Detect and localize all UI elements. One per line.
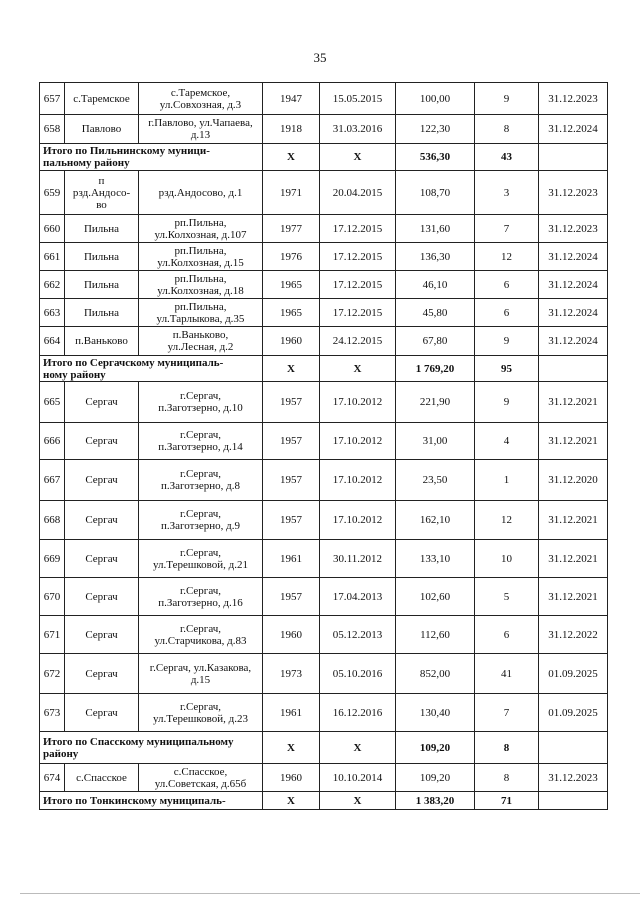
count-cell: 71 [475,792,539,810]
area-cell: 130,40 [396,694,475,732]
settlement-cell: Пильна [65,299,139,327]
count-cell: 41 [475,654,539,694]
settlement-cell: Сергач [65,382,139,423]
table-row [40,327,608,356]
table-row [40,578,608,616]
address-cell: г.Сергач, п.Заготзерно, д.16 [139,578,263,616]
row-number: 674 [40,764,65,792]
year-cell: 1957 [263,423,320,460]
row-number: 665 [40,382,65,423]
total-label: Итого по Сергачскому муниципаль- ному району [40,356,263,382]
deadline-cell: 31.12.2023 [539,764,608,792]
area-cell: 31,00 [396,423,475,460]
date-cell: 17.10.2012 [320,501,396,540]
table-row [40,540,608,578]
area-cell: 852,00 [396,654,475,694]
address-cell: г.Павлово, ул.Чапаева, д.13 [139,115,263,144]
area-cell: 102,60 [396,578,475,616]
count-cell: 9 [475,382,539,423]
settlement-cell: Сергач [65,460,139,501]
settlement-cell: п.Ваньково [65,327,139,356]
address-cell: г.Сергач, п.Заготзерно, д.10 [139,382,263,423]
total-label: Итого по Спасскому муниципальному району [40,732,263,764]
table-row [40,694,608,732]
year-cell: 1957 [263,501,320,540]
district-total-row [40,792,608,810]
date-cell: 17.12.2015 [320,271,396,299]
row-number: 667 [40,460,65,501]
area-cell: 112,60 [396,616,475,654]
count-cell: 9 [475,83,539,115]
year-cell: 1957 [263,578,320,616]
year-cell: 1976 [263,243,320,271]
address-cell: рп.Пильна, ул.Колхозная, д.107 [139,215,263,243]
row-number: 662 [40,271,65,299]
year-cell: 1960 [263,327,320,356]
date-cell: 17.12.2015 [320,299,396,327]
row-number: 668 [40,501,65,540]
address-cell: г.Сергач, ул.Казакова, д.15 [139,654,263,694]
deadline-cell: 31.12.2024 [539,271,608,299]
deadline-cell: 31.12.2024 [539,327,608,356]
area-cell: 133,10 [396,540,475,578]
table-row [40,171,608,215]
settlement-cell: Сергач [65,694,139,732]
address-cell: г.Сергач, ул.Старчикова, д.83 [139,616,263,654]
settlement-cell: с.Таремское [65,83,139,115]
housing-register-table [39,82,608,810]
date-cell: 17.10.2012 [320,460,396,501]
count-cell: 4 [475,423,539,460]
date-cell: 05.12.2013 [320,616,396,654]
area-cell: 221,90 [396,382,475,423]
address-cell: г.Сергач, п.Заготзерно, д.8 [139,460,263,501]
deadline-cell [539,732,608,764]
year-cell: 1960 [263,764,320,792]
address-cell: рзд.Андосово, д.1 [139,171,263,215]
settlement-cell: Павлово [65,115,139,144]
deadline-cell [539,144,608,171]
address-cell: рп.Пильна, ул.Колхозная, д.15 [139,243,263,271]
total-label: Итого по Пильнинскому муници- пальному району [40,144,263,171]
deadline-cell: 31.12.2023 [539,83,608,115]
area-cell: 23,50 [396,460,475,501]
date-cell: X [320,732,396,764]
year-cell: 1957 [263,460,320,501]
row-number: 659 [40,171,65,215]
deadline-cell: 31.12.2021 [539,578,608,616]
date-cell: 17.10.2012 [320,382,396,423]
row-number: 670 [40,578,65,616]
table-row [40,83,608,115]
row-number: 661 [40,243,65,271]
table-row [40,423,608,460]
date-cell: 17.12.2015 [320,215,396,243]
deadline-cell: 01.09.2025 [539,694,608,732]
area-cell: 136,30 [396,243,475,271]
count-cell: 5 [475,578,539,616]
area-cell: 109,20 [396,764,475,792]
area-cell: 100,00 [396,83,475,115]
year-cell: 1961 [263,694,320,732]
date-cell: 05.10.2016 [320,654,396,694]
row-number: 660 [40,215,65,243]
row-number: 672 [40,654,65,694]
row-number: 657 [40,83,65,115]
count-cell: 10 [475,540,539,578]
count-cell: 3 [475,171,539,215]
address-cell: г.Сергач, п.Заготзерно, д.9 [139,501,263,540]
count-cell: 7 [475,694,539,732]
year-cell: 1977 [263,215,320,243]
deadline-cell: 31.12.2021 [539,423,608,460]
deadline-cell: 31.12.2024 [539,243,608,271]
settlement-cell: Пильна [65,243,139,271]
table-row [40,243,608,271]
district-total-row [40,356,608,382]
total-label: Итого по Тонкинскому муниципаль- [40,792,263,810]
count-cell: 9 [475,327,539,356]
deadline-cell: 31.12.2023 [539,215,608,243]
deadline-cell: 31.12.2023 [539,171,608,215]
settlement-cell: п рзд.Андосо- во [65,171,139,215]
table-row [40,501,608,540]
year-cell: 1947 [263,83,320,115]
address-cell: г.Сергач, ул.Терешковой, д.21 [139,540,263,578]
count-cell: 6 [475,299,539,327]
address-cell: г.Сергач, ул.Терешковой, д.23 [139,694,263,732]
row-number: 666 [40,423,65,460]
settlement-cell: Сергач [65,578,139,616]
page-number: 35 [313,50,327,65]
area-cell: 131,60 [396,215,475,243]
address-cell: рп.Пильна, ул.Колхозная, д.18 [139,271,263,299]
date-cell: 10.10.2014 [320,764,396,792]
area-cell: 536,30 [396,144,475,171]
date-cell: X [320,144,396,171]
deadline-cell [539,356,608,382]
deadline-cell: 31.12.2021 [539,382,608,423]
count-cell: 8 [475,764,539,792]
deadline-cell: 31.12.2021 [539,540,608,578]
year-cell: 1957 [263,382,320,423]
district-total-row [40,144,608,171]
year-cell: 1965 [263,299,320,327]
settlement-cell: Пильна [65,271,139,299]
settlement-cell: Сергач [65,501,139,540]
year-cell: X [263,144,320,171]
date-cell: 31.03.2016 [320,115,396,144]
address-cell: с.Таремское, ул.Совхозная, д.3 [139,83,263,115]
settlement-cell: с.Спасское [65,764,139,792]
deadline-cell: 31.12.2022 [539,616,608,654]
settlement-cell: Сергач [65,423,139,460]
row-number: 663 [40,299,65,327]
area-cell: 67,80 [396,327,475,356]
deadline-cell: 31.12.2020 [539,460,608,501]
area-cell: 108,70 [396,171,475,215]
count-cell: 95 [475,356,539,382]
settlement-cell: Пильна [65,215,139,243]
date-cell: 16.12.2016 [320,694,396,732]
year-cell: 1973 [263,654,320,694]
date-cell: 30.11.2012 [320,540,396,578]
table-row [40,764,608,792]
date-cell: 17.12.2015 [320,243,396,271]
count-cell: 8 [475,115,539,144]
district-total-row [40,732,608,764]
date-cell: 17.10.2012 [320,423,396,460]
deadline-cell: 01.09.2025 [539,654,608,694]
table-row [40,654,608,694]
table-row [40,616,608,654]
row-number: 673 [40,694,65,732]
table-row [40,215,608,243]
year-cell: 1918 [263,115,320,144]
table-row [40,271,608,299]
year-cell: X [263,732,320,764]
count-cell: 12 [475,243,539,271]
table-row [40,115,608,144]
address-cell: с.Спасское, ул.Советская, д.65б [139,764,263,792]
settlement-cell: Сергач [65,654,139,694]
table-row [40,299,608,327]
area-cell: 162,10 [396,501,475,540]
deadline-cell: 31.12.2024 [539,115,608,144]
date-cell: 24.12.2015 [320,327,396,356]
deadline-cell [539,792,608,810]
address-cell: п.Ваньково, ул.Лесная, д.2 [139,327,263,356]
count-cell: 7 [475,215,539,243]
area-cell: 122,30 [396,115,475,144]
deadline-cell: 31.12.2021 [539,501,608,540]
count-cell: 12 [475,501,539,540]
date-cell: 20.04.2015 [320,171,396,215]
year-cell: 1961 [263,540,320,578]
count-cell: 43 [475,144,539,171]
deadline-cell: 31.12.2024 [539,299,608,327]
count-cell: 8 [475,732,539,764]
settlement-cell: Сергач [65,540,139,578]
settlement-cell: Сергач [65,616,139,654]
year-cell: X [263,356,320,382]
address-cell: г.Сергач, п.Заготзерно, д.14 [139,423,263,460]
table-row [40,382,608,423]
date-cell: X [320,356,396,382]
table-row [40,460,608,501]
date-cell: 15.05.2015 [320,83,396,115]
address-cell: рп.Пильна, ул.Тарлыкова, д.35 [139,299,263,327]
year-cell: X [263,792,320,810]
date-cell: X [320,792,396,810]
row-number: 664 [40,327,65,356]
row-number: 671 [40,616,65,654]
scan-artifact-line [20,893,640,894]
row-number: 669 [40,540,65,578]
table-body [40,83,608,810]
count-cell: 1 [475,460,539,501]
year-cell: 1965 [263,271,320,299]
area-cell: 1 769,20 [396,356,475,382]
area-cell: 1 383,20 [396,792,475,810]
date-cell: 17.04.2013 [320,578,396,616]
year-cell: 1971 [263,171,320,215]
area-cell: 109,20 [396,732,475,764]
count-cell: 6 [475,616,539,654]
area-cell: 46,10 [396,271,475,299]
row-number: 658 [40,115,65,144]
year-cell: 1960 [263,616,320,654]
area-cell: 45,80 [396,299,475,327]
count-cell: 6 [475,271,539,299]
